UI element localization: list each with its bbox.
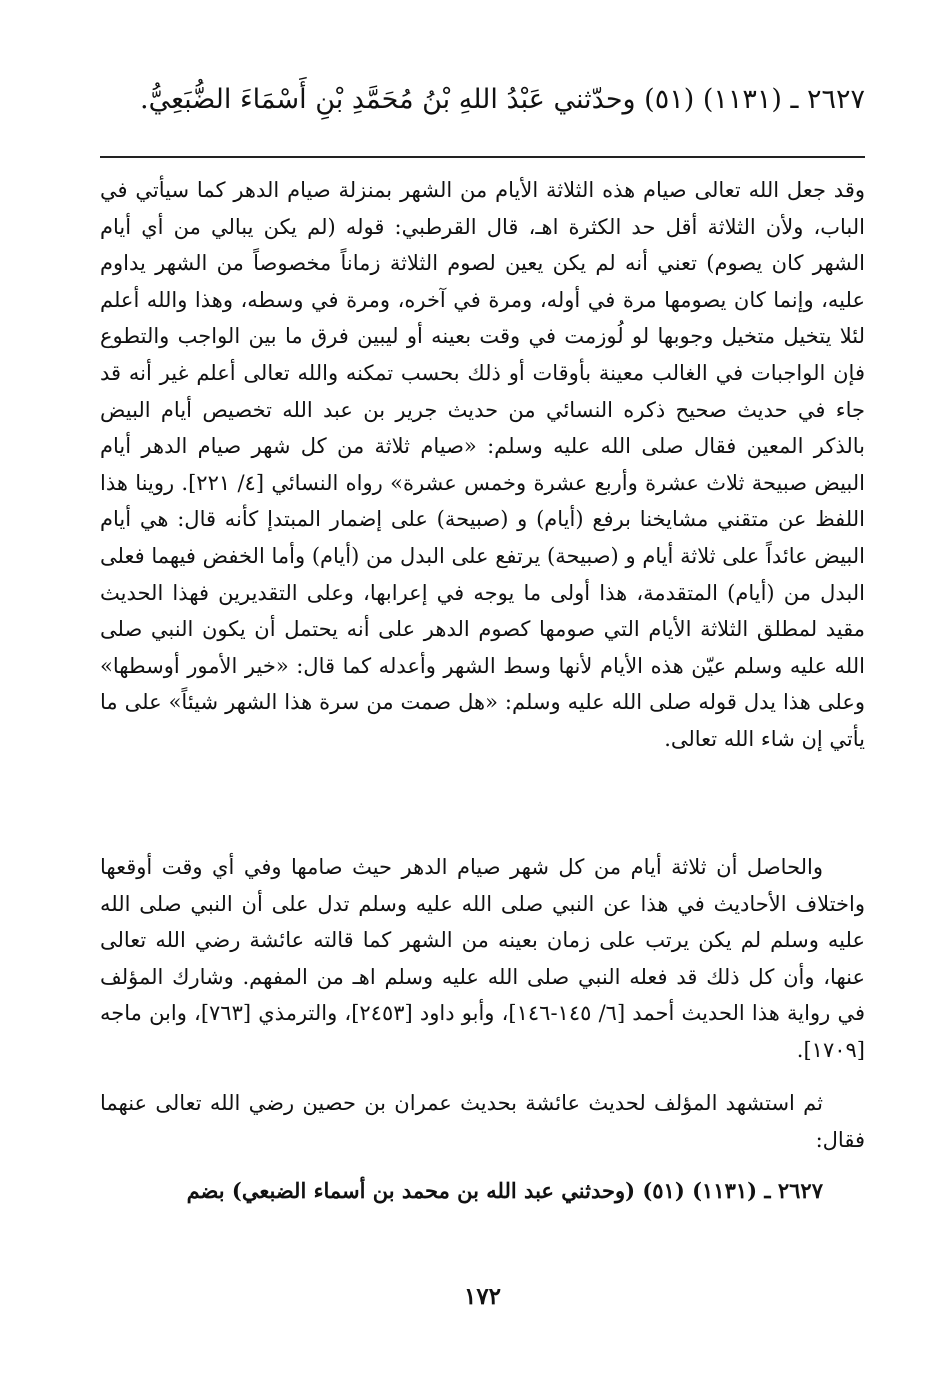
next-hadith-line: ٢٦٢٧ ـ (١١٣١) (٥١) (وحدثني عبد الله بن محمد بن أسماء الضبعي) بضم (186, 1178, 823, 1203)
commentary-body (100, 172, 865, 1213)
commentary-paragraph-1: وقد جعل الله تعالى صيام هذه الثلاثة الأيام من الشهر بمنزلة صيام الدهر كما سيأتي في الباب، ولأن الثلاثة أقل حد الكثرة اهـ، قال القرطبي: قوله (لم يكن يبالي من أي أيام الشهر كان يصوم) تعني أنه لم يكن يعين لصوم الثلاثة زماناً مخصوصاً من الشهر يداوم عليه، وإنما كان يصومها مرة في أوله، ومرة في آخره، ومرة في وسطه، وهذا والله أعلم لئلا يتخيل متخيل وجوبها لو لُوزمت في وقت بعينه أو ليبين فرق ما بين الواجب والتطوع فإن الواجبات في الغالب معينة بأوقات أو ذلك بحسب تمكنه والله تعالى أعلم غير أنه قد جاء في حديث صحيح ذكره النسائي من حديث جرير بن عبد الله تخصيص أيام البيض بالذكر المعين فقال صلى الله عليه وسلم: «صيام ثلاثة من كل شهر صيام الدهر أيام البيض صبيحة ثلاث عشرة وأربع عشرة وخمس عشرة» رواه النسائي [٤/ ٢٢١]. روينا هذا اللفظ عن متقني مشايخنا برفع (أيام) و (صبيحة) على إضمار المبتدإ كأنه قال: هي أيام البيض عائداً على ثلاثة أيام و (صبيحة) يرتفع على البدل من (أيام) وأما الخفض فيهما فعلى البدل من (أيام) المتقدمة، هذا أولى ما يوجه في إعرابها، وعلى التقديرين فهذا الحديث مقيد لمطلق الثلاثة الأيام التي صومها كصوم الدهر على أنه يحتمل أن يكون النبي صلى الله عليه وسلم عيّن هذه الأيام لأنها وسط الشهر وأعدله كما قال: «خير الأمور أوسطها» وعلى هذا يدل قوله صلى الله عليه وسلم: «هل صمت من سرة هذا الشهر شيئاً» على ما يأتي إن شاء الله تعالى. (100, 178, 865, 751)
hadith-header: ٢٦٢٧ ـ (١١٣١) (٥١) وحدّثني عَبْدُ اللهِ بْنُ مُحَمَّدِ بْنِ أَسْمَاءَ الضُّبَعِيُّ. (139, 84, 865, 115)
commentary-paragraph-2: والحاصل أن ثلاثة أيام من كل شهر صيام الدهر حيث صامها وفي أي وقت أوقعها واختلاف الأحاديث في هذا عن النبي صلى الله عليه وسلم تدل على أن النبي صلى الله عليه وسلم لم يكن يرتب على زمان بعينه من الشهر كما قالته عائشة رضي الله تعالى عنها، وأن كل ذلك قد فعله النبي صلى الله عليه وسلم اهـ من المفهم. وشارك المؤلف في رواية هذا الحديث أحمد [٦/ ١٤٥-١٤٦]، وأبو داود [٢٤٥٣]، والترمذي [٧٦٣]، وابن ماجه [١٧٠٩]. (100, 855, 865, 1062)
commentary-paragraph-3: ثم استشهد المؤلف لحديث عائشة بحديث عمران بن حصين رضي الله تعالى عنهما فقال: (100, 1091, 865, 1152)
book-page (100, 0, 865, 1378)
page-number: ١٧٢ (463, 1283, 502, 1310)
header-divider (100, 156, 865, 158)
